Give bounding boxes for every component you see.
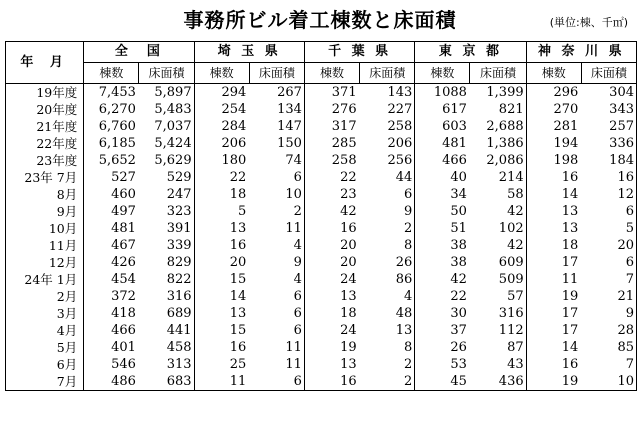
cell-buildings: 617 [415, 101, 470, 118]
cell-buildings: 16 [304, 373, 359, 391]
cell-floor-area: 150 [277, 136, 302, 151]
cell-floor-area: 316 [166, 289, 192, 304]
cell-buildings: 281 [526, 118, 581, 135]
row-label: 8月 [6, 186, 84, 203]
cell-floor-area: 6 [249, 373, 304, 391]
cell-buildings: 270 [526, 101, 581, 118]
cell-floor-area: 8 [404, 238, 413, 253]
cell-buildings: 460 [84, 186, 139, 203]
row-label: 7月 [6, 373, 84, 391]
cell-buildings: 24 [304, 271, 359, 288]
sub-header-floor-area: 床面積 [360, 63, 415, 84]
cell-buildings: 22 [415, 288, 470, 305]
cell-buildings: 11 [194, 373, 249, 391]
cell-floor-area: 20 [581, 237, 636, 254]
cell-floor-area: 2 [293, 204, 302, 219]
cell-buildings: 486 [84, 373, 139, 391]
table-row [6, 220, 637, 237]
cell-floor-area: 214 [498, 170, 524, 185]
cell-floor-area: 5,483 [154, 102, 192, 117]
cell-floor-area: 829 [166, 255, 192, 270]
cell-floor-area: 5,629 [154, 153, 192, 168]
cell-buildings: 13 [194, 305, 249, 322]
cell-floor-area: 609 [498, 255, 524, 270]
cell-buildings: 16 [194, 237, 249, 254]
cell-floor-area: 28 [581, 322, 636, 339]
row-label: 20年度 [6, 101, 84, 118]
cell-floor-area: 313 [166, 357, 192, 372]
sub-header-floor-area: 床面積 [249, 63, 304, 84]
sub-header-floor-area: 床面積 [470, 63, 526, 84]
page-title: 事務所ビル着工棟数と床面積 [183, 8, 457, 32]
cell-buildings: 20 [304, 254, 359, 271]
statistics-table [5, 41, 637, 391]
sub-header-buildings: 棟数 [304, 63, 359, 84]
cell-floor-area: 343 [581, 101, 636, 118]
cell-buildings: 296 [526, 84, 581, 102]
region-header-tokyo: 東 京 都 [415, 42, 526, 63]
cell-buildings: 19 [526, 288, 581, 305]
table-row [6, 288, 637, 305]
cell-buildings: 15 [194, 322, 249, 339]
cell-floor-area: 6 [404, 187, 413, 202]
cell-buildings: 16 [194, 339, 249, 356]
table-row [6, 339, 637, 356]
cell-floor-area: 6 [293, 323, 302, 338]
cell-buildings: 6,760 [84, 118, 139, 135]
cell-buildings: 180 [194, 152, 249, 169]
cell-floor-area: 6 [293, 170, 302, 185]
cell-floor-area: 529 [166, 170, 192, 185]
cell-floor-area: 6 [581, 203, 636, 220]
cell-floor-area: 689 [166, 306, 192, 321]
cell-floor-area: 57 [507, 289, 524, 304]
cell-floor-area: 9 [404, 204, 413, 219]
cell-floor-area: 1,399 [470, 84, 526, 102]
cell-floor-area: 184 [581, 152, 636, 169]
cell-floor-area: 257 [581, 118, 636, 135]
cell-buildings: 284 [194, 118, 249, 135]
cell-buildings: 19 [304, 339, 359, 356]
cell-buildings: 426 [84, 254, 139, 271]
cell-floor-area: 43 [507, 357, 524, 372]
cell-floor-area: 10 [285, 187, 302, 202]
cell-floor-area: 58 [507, 187, 524, 202]
cell-buildings: 20 [194, 254, 249, 271]
region-header-national: 全 国 [84, 42, 194, 63]
cell-buildings: 24 [304, 322, 359, 339]
row-label: 4月 [6, 322, 84, 339]
cell-buildings: 13 [194, 220, 249, 237]
cell-floor-area: 304 [581, 84, 636, 102]
row-label: 9月 [6, 203, 84, 220]
cell-floor-area: 391 [166, 221, 192, 236]
cell-buildings: 15 [194, 271, 249, 288]
cell-buildings: 16 [526, 169, 581, 186]
sub-header-buildings: 棟数 [194, 63, 249, 84]
cell-floor-area: 143 [360, 84, 415, 102]
row-label: 11月 [6, 237, 84, 254]
cell-floor-area: 26 [395, 255, 413, 270]
cell-floor-area: 6 [293, 306, 302, 321]
cell-floor-area: 336 [581, 135, 636, 152]
cell-buildings: 22 [304, 169, 359, 186]
table-row [6, 84, 637, 102]
cell-buildings: 14 [194, 288, 249, 305]
table-row [6, 152, 637, 169]
sub-header-buildings: 棟数 [526, 63, 581, 84]
cell-floor-area: 339 [166, 238, 192, 253]
cell-floor-area: 5,424 [154, 136, 192, 151]
cell-floor-area: 227 [387, 102, 413, 117]
cell-floor-area: 7 [581, 271, 636, 288]
cell-buildings: 13 [304, 288, 359, 305]
cell-floor-area: 316 [498, 306, 524, 321]
table-row [6, 373, 637, 391]
cell-floor-area: 4 [404, 289, 413, 304]
cell-buildings: 18 [304, 305, 359, 322]
cell-buildings: 26 [415, 339, 470, 356]
cell-floor-area: 9 [293, 255, 302, 270]
cell-buildings: 6,270 [84, 101, 139, 118]
corner-header: 年 月 [6, 42, 84, 84]
cell-buildings: 194 [526, 135, 581, 152]
cell-buildings: 20 [304, 237, 359, 254]
cell-buildings: 17 [526, 322, 581, 339]
cell-floor-area: 11 [285, 221, 302, 236]
cell-floor-area: 11 [285, 357, 302, 372]
cell-buildings: 546 [84, 356, 139, 373]
cell-floor-area: 10 [581, 373, 636, 391]
table-row [6, 118, 637, 135]
cell-buildings: 18 [194, 186, 249, 203]
cell-floor-area: 2,688 [486, 119, 524, 134]
cell-floor-area: 2 [404, 221, 413, 236]
cell-floor-area: 6 [293, 289, 302, 304]
cell-buildings: 418 [84, 305, 139, 322]
row-label: 5月 [6, 339, 84, 356]
cell-buildings: 42 [304, 203, 359, 220]
cell-floor-area: 4 [293, 238, 302, 253]
table-row [6, 237, 637, 254]
row-label: 22年度 [6, 135, 84, 152]
table-row [6, 135, 637, 152]
row-label: 6月 [6, 356, 84, 373]
row-label: 24年 1月 [6, 271, 84, 288]
header-row-regions [6, 42, 637, 63]
cell-floor-area: 5 [581, 220, 636, 237]
cell-floor-area: 256 [387, 153, 413, 168]
cell-buildings: 5,652 [84, 152, 139, 169]
cell-floor-area: 247 [166, 187, 192, 202]
table-row [6, 254, 637, 271]
cell-floor-area: 458 [166, 340, 192, 355]
cell-buildings: 7,453 [84, 84, 139, 102]
row-label: 12月 [6, 254, 84, 271]
table-row [6, 101, 637, 118]
cell-buildings: 206 [194, 135, 249, 152]
table-row [6, 203, 637, 220]
cell-floor-area: 9 [581, 305, 636, 322]
unit-note: (単位:棟、千㎡) [549, 16, 628, 29]
cell-buildings: 401 [84, 339, 139, 356]
region-header-saitama: 埼 玉 県 [194, 42, 304, 63]
cell-buildings: 16 [304, 220, 359, 237]
cell-buildings: 527 [84, 169, 139, 186]
cell-floor-area: 509 [498, 272, 524, 287]
cell-floor-area: 87 [507, 340, 524, 355]
cell-buildings: 25 [194, 356, 249, 373]
cell-floor-area: 42 [507, 204, 524, 219]
sub-header-floor-area: 床面積 [581, 63, 636, 84]
cell-floor-area: 822 [166, 272, 192, 287]
cell-buildings: 497 [84, 203, 139, 220]
cell-floor-area: 2,086 [486, 153, 524, 168]
cell-floor-area: 323 [166, 204, 192, 219]
cell-buildings: 17 [526, 254, 581, 271]
cell-floor-area: 86 [395, 272, 413, 287]
cell-floor-area: 8 [404, 340, 413, 355]
cell-buildings: 38 [415, 237, 470, 254]
cell-buildings: 14 [526, 186, 581, 203]
cell-floor-area: 7,037 [154, 119, 192, 134]
cell-buildings: 40 [415, 169, 470, 186]
cell-buildings: 13 [304, 356, 359, 373]
cell-buildings: 34 [415, 186, 470, 203]
cell-floor-area: 147 [277, 119, 302, 134]
region-header-kanagawa: 神 奈 川 県 [526, 42, 636, 63]
row-label: 2月 [6, 288, 84, 305]
cell-buildings: 276 [304, 101, 359, 118]
cell-floor-area: 258 [387, 119, 413, 134]
cell-buildings: 50 [415, 203, 470, 220]
cell-floor-area: 48 [395, 306, 413, 321]
row-label: 21年度 [6, 118, 84, 135]
cell-buildings: 38 [415, 254, 470, 271]
cell-floor-area: 44 [395, 170, 413, 185]
cell-floor-area: 206 [387, 136, 413, 151]
cell-floor-area: 85 [581, 339, 636, 356]
row-label: 23年度 [6, 152, 84, 169]
cell-floor-area: 441 [166, 323, 192, 338]
table-body [6, 84, 637, 391]
table-row [6, 271, 637, 288]
cell-floor-area: 5,897 [139, 84, 194, 102]
cell-buildings: 18 [526, 237, 581, 254]
cell-buildings: 254 [194, 101, 249, 118]
cell-buildings: 5 [194, 203, 249, 220]
cell-floor-area: 12 [581, 186, 636, 203]
cell-buildings: 45 [415, 373, 470, 391]
cell-buildings: 294 [194, 84, 249, 102]
cell-floor-area: 112 [498, 323, 524, 338]
cell-floor-area: 2 [404, 357, 413, 372]
cell-buildings: 6,185 [84, 135, 139, 152]
cell-floor-area: 683 [139, 373, 194, 391]
cell-buildings: 258 [304, 152, 359, 169]
sub-header-buildings: 棟数 [415, 63, 470, 84]
cell-floor-area: 102 [498, 221, 524, 236]
cell-buildings: 53 [415, 356, 470, 373]
sub-header-buildings: 棟数 [84, 63, 139, 84]
cell-buildings: 17 [526, 305, 581, 322]
cell-buildings: 13 [526, 220, 581, 237]
cell-buildings: 42 [415, 271, 470, 288]
cell-buildings: 23 [304, 186, 359, 203]
cell-floor-area: 134 [277, 102, 302, 117]
cell-buildings: 30 [415, 305, 470, 322]
row-label: 23年 7月 [6, 169, 84, 186]
cell-floor-area: 6 [581, 254, 636, 271]
cell-buildings: 371 [304, 84, 359, 102]
header-row-sub [6, 63, 637, 84]
cell-buildings: 481 [415, 135, 470, 152]
cell-floor-area: 11 [285, 340, 302, 355]
cell-floor-area: 4 [293, 272, 302, 287]
cell-buildings: 466 [415, 152, 470, 169]
row-label: 3月 [6, 305, 84, 322]
table-row [6, 186, 637, 203]
cell-floor-area: 1,386 [486, 136, 524, 151]
cell-buildings: 51 [415, 220, 470, 237]
cell-floor-area: 821 [498, 102, 524, 117]
cell-floor-area: 16 [581, 169, 636, 186]
cell-floor-area: 436 [470, 373, 526, 391]
cell-buildings: 317 [304, 118, 359, 135]
cell-buildings: 285 [304, 135, 359, 152]
cell-buildings: 372 [84, 288, 139, 305]
cell-buildings: 198 [526, 152, 581, 169]
cell-buildings: 11 [526, 271, 581, 288]
cell-buildings: 454 [84, 271, 139, 288]
cell-floor-area: 2 [360, 373, 415, 391]
sub-header-floor-area: 床面積 [139, 63, 194, 84]
table-row [6, 356, 637, 373]
cell-buildings: 22 [194, 169, 249, 186]
table-row [6, 305, 637, 322]
cell-buildings: 13 [526, 203, 581, 220]
row-label: 19年度 [6, 84, 84, 102]
table-row [6, 322, 637, 339]
cell-buildings: 481 [84, 220, 139, 237]
row-label: 10月 [6, 220, 84, 237]
region-header-chiba: 千 葉 県 [304, 42, 414, 63]
cell-buildings: 467 [84, 237, 139, 254]
table-row [6, 169, 637, 186]
cell-floor-area: 267 [249, 84, 304, 102]
cell-floor-area: 7 [581, 356, 636, 373]
cell-buildings: 1088 [415, 84, 470, 102]
cell-buildings: 603 [415, 118, 470, 135]
cell-floor-area: 42 [507, 238, 524, 253]
cell-buildings: 14 [526, 339, 581, 356]
cell-floor-area: 74 [285, 153, 302, 168]
cell-buildings: 466 [84, 322, 139, 339]
cell-buildings: 16 [526, 356, 581, 373]
cell-floor-area: 21 [581, 288, 636, 305]
cell-buildings: 19 [526, 373, 581, 391]
cell-floor-area: 13 [395, 323, 413, 338]
cell-buildings: 37 [415, 322, 470, 339]
